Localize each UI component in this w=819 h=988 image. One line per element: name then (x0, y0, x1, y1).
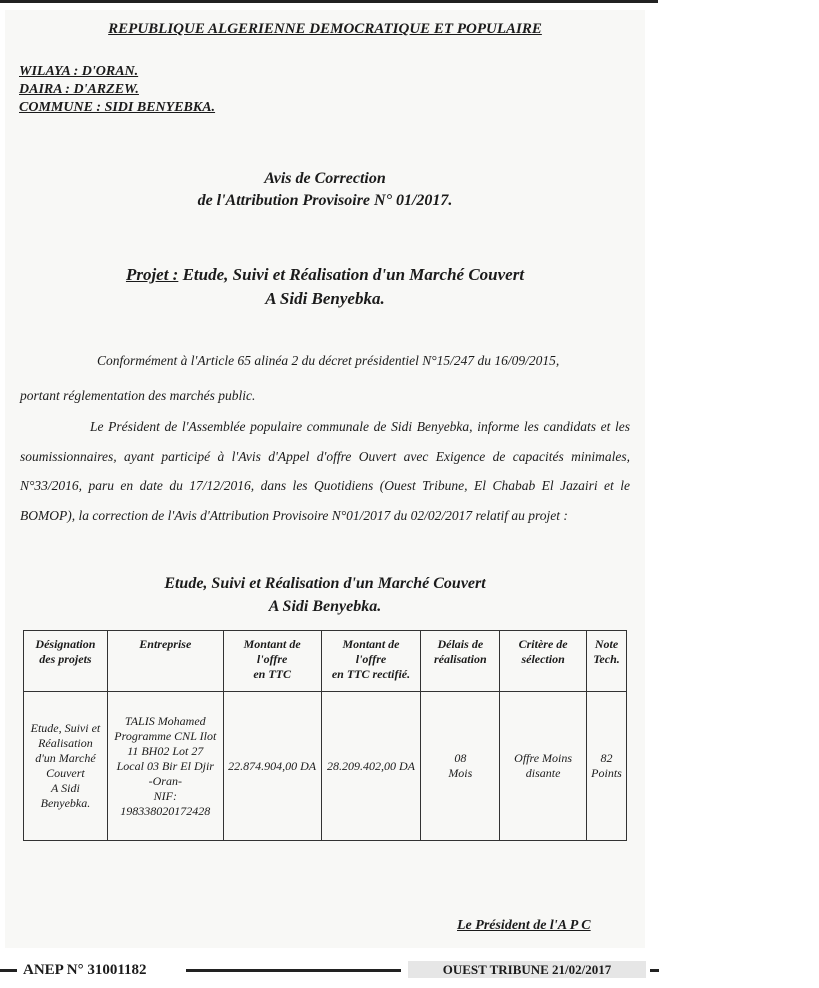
footer-bar (0, 962, 819, 978)
cell-entreprise: TALIS Mohamed Programme CNL Ilot 11 BH02 Lot 27 Local 03 Bir El Djir -Oran- NIF: 198338020172428 (107, 692, 223, 841)
wilaya-line: WILAYA : D'ORAN. (19, 64, 139, 79)
subject-line1: Etude, Suivi et Réalisation d'un Marché Couvert (164, 575, 486, 592)
anep-reference: ANEP N° 31001182 (23, 962, 147, 978)
legal-reference: Conformément à l'Article 65 alinéa 2 du décret présidentiel N°15/247 du 16/09/2015, (97, 353, 560, 368)
top-rule (0, 0, 658, 3)
footer-rule-right (650, 969, 659, 972)
cell-delais: 08 Mois (421, 692, 500, 841)
project-place: A Sidi Benyebka. (265, 289, 385, 308)
header-designation: Désignation des projets (24, 631, 108, 692)
project-name: Etude, Suivi et Réalisation d'un Marché Couvert (182, 265, 525, 284)
award-table (23, 630, 627, 841)
notice-title (5, 168, 645, 212)
cell-note: 82 Points (586, 692, 626, 841)
header-delais: Délais de réalisation (421, 631, 500, 692)
administrative-header (19, 63, 215, 117)
signature-line: Le Président de l'A P C (457, 918, 591, 933)
legal-reference-end: portant réglementation des marchés public. (20, 388, 256, 403)
header-montant-rectifie: Montant de l'offre en TTC rectifié. (321, 631, 421, 692)
header-entreprise: Entreprise (107, 631, 223, 692)
commune-line: COMMUNE : SIDI BENYEBKA. (19, 100, 216, 115)
scanned-notice (5, 10, 645, 948)
table-row (24, 692, 627, 841)
notice-paragraph: Le Président de l'Assemblée populaire communale de Sidi Benyebka, informe les candidats et les soumissionnaires, ayant participé à l'Avis d'Appel d'offre Ouvert avec Exigence de capacités minimales, N°33/2016, paru en date du 17/12/2016, dans les Quotidiens (Ouest Tribune, El Chabab El Jazairi et le BOMOP), la correction de l'Avis d'Attribution Provisoire N°01/2017 du 02/02/2017 relatif au projet : (20, 419, 630, 523)
republic-heading: REPUBLIQUE ALGERIENNE DEMOCRATIQUE ET POPULAIRE (108, 21, 542, 37)
project-label: Projet : (125, 265, 179, 284)
cell-montant-offre: 22.874.904,00 DA (223, 692, 321, 841)
table-header-row (24, 631, 627, 692)
cell-designation: Etude, Suivi et Réalisation d'un Marché Couvert A Sidi Benyebka. (24, 692, 108, 841)
header-montant-offre: Montant de l'offre en TTC (223, 631, 321, 692)
header-note: Note Tech. (586, 631, 626, 692)
cell-critere: Offre Moins disante (500, 692, 587, 841)
footer-rule-left (0, 969, 17, 972)
newspaper-date: OUEST TRIBUNE 21/02/2017 (408, 961, 646, 978)
header-critere: Critère de sélection (500, 631, 587, 692)
daira-line: DAIRA : D'ARZEW. (19, 82, 139, 97)
notice-title-line2: de l'Attribution Provisoire N° 01/2017. (197, 192, 453, 209)
subject-heading (5, 572, 645, 618)
subject-line2: A Sidi Benyebka. (268, 598, 382, 615)
project-heading (5, 263, 645, 311)
notice-title-line1: Avis de Correction (264, 170, 386, 187)
cell-montant-rectifie: 28.209.402,00 DA (321, 692, 421, 841)
footer-rule-middle (186, 969, 401, 972)
